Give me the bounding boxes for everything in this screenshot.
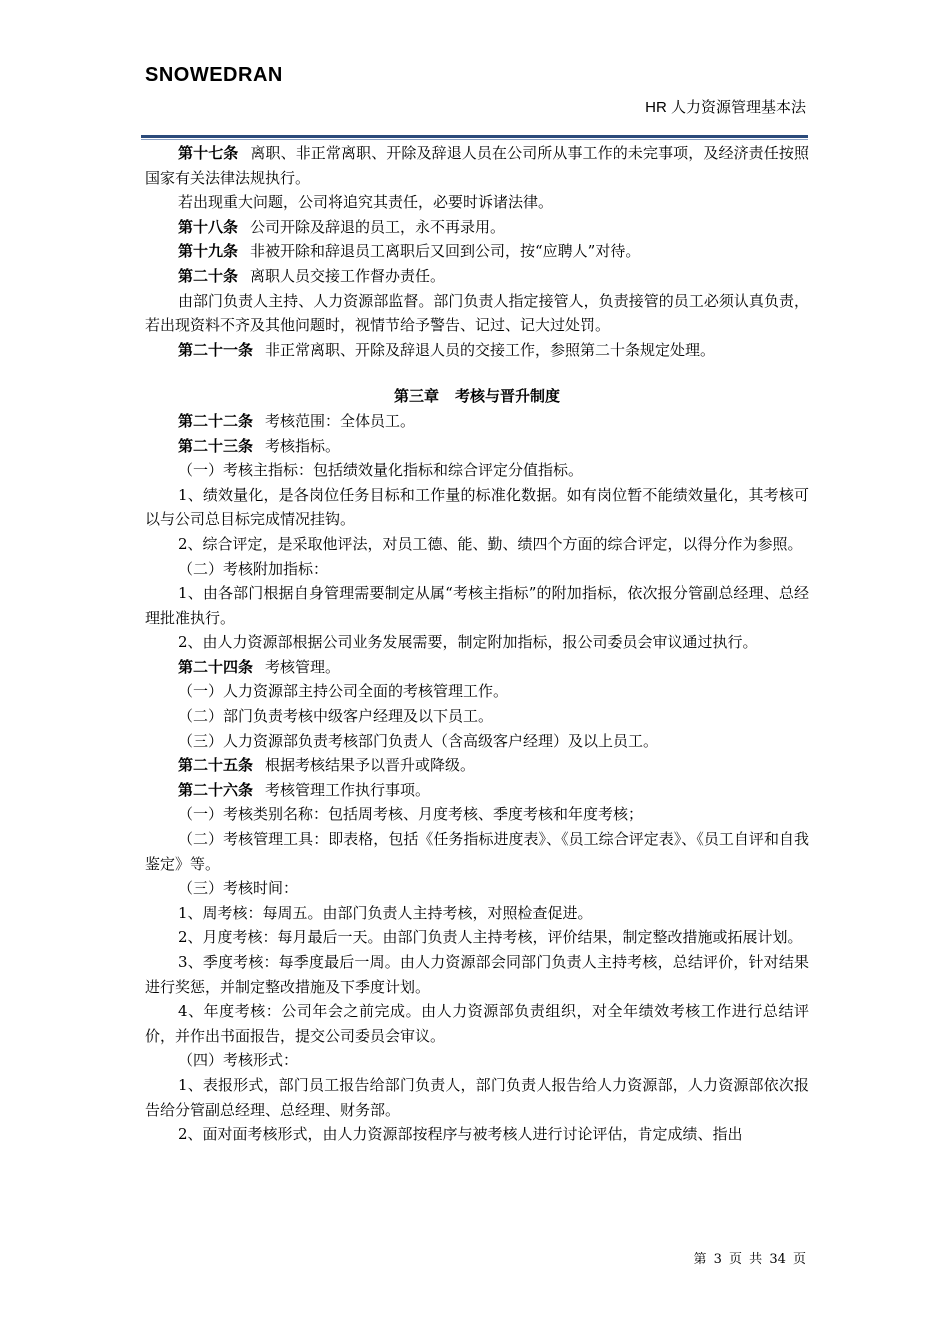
paragraph-text: 1、绩效量化，是各岗位任务目标和工作量的标准化数据。如有岗位暂不能绩效量化，其考核可以与公司总目标完成情况挂钩。 — [145, 485, 809, 529]
page-number-footer: 第 3 页 共 34 页 — [693, 1252, 806, 1267]
article-number: 第二十六条 — [178, 780, 254, 799]
paragraph-text: 考核管理工作执行事项。 — [265, 780, 431, 799]
paragraph-text: 由部门负责人主持、人力资源部监督。部门负责人指定接管人，负责接管的员工必须认真负责，若出现资料不齐及其他问题时，视情节给予警告、记过、记大过处罚。 — [145, 291, 809, 335]
paragraph — [145, 409, 809, 434]
paragraph — [145, 239, 809, 264]
paragraph-text: 1、周考核：每周五。由部门负责人主持考核，对照检查促进。 — [178, 903, 593, 922]
paragraph — [145, 141, 809, 190]
article-number: 第十九条 — [178, 242, 239, 261]
paragraph-text: 若出现重大问题，公司将追究其责任，必要时诉诸法律。 — [178, 193, 554, 212]
paragraph — [145, 778, 809, 803]
document-title: HR 人力资源管理基本法 — [645, 99, 806, 116]
paragraph — [145, 925, 809, 950]
paragraph — [145, 729, 809, 754]
paragraph — [145, 901, 809, 926]
paragraph — [145, 802, 809, 827]
paragraph-text: 考核管理。 — [265, 657, 341, 676]
paragraph — [145, 827, 809, 876]
chapter-number: 第三章 — [393, 387, 439, 406]
article-number: 第十七条 — [178, 144, 239, 162]
paragraph — [145, 289, 809, 338]
paragraph-text: 2、月度考核：每月最后一天。由部门负责人主持考核，评价结果，制定整改措施或拓展计划。 — [178, 928, 803, 947]
paragraph — [145, 557, 809, 582]
header-rule-thick — [141, 135, 808, 138]
paragraph — [145, 264, 809, 289]
paragraph-text: 2、综合评定，是采取他评法，对员工德、能、勤、绩四个方面的综合评定，以得分作为参照。 — [178, 534, 803, 553]
paragraph-text: 1、表报形式，部门员工报告给部门负责人，部门负责人报告给人力资源部，人力资源部依次报告给分管副总经理、总经理、财务部。 — [145, 1075, 809, 1119]
paragraph-text: 1、由各部门根据自身管理需要制定从属“考核主指标”的附加指标，依次报分管副总经理、总经理批准执行。 — [145, 584, 809, 627]
paragraph-text: （一）考核主指标：包括绩效量化指标和综合评定分值指标。 — [178, 461, 584, 480]
paragraph — [145, 1073, 809, 1122]
paragraph — [145, 434, 809, 459]
paragraph-text: 考核范围：全体员工。 — [265, 411, 416, 430]
paragraph-text: （三）人力资源部负责考核部门负责人（含高级客户经理）及以上员工。 — [178, 731, 659, 750]
section-departure-articles — [145, 141, 809, 362]
chapter-heading — [145, 384, 809, 409]
paragraph-text: 离职人员交接工作督办责任。 — [250, 266, 446, 285]
paragraph — [145, 655, 809, 680]
paragraph-text: 根据考核结果予以晋升或降级。 — [265, 756, 476, 775]
paragraph — [145, 1122, 809, 1147]
company-logo-text: SNOWEDRAN — [145, 64, 283, 86]
article-number: 第二十五条 — [178, 756, 254, 775]
paragraph-text: （一）人力资源部主持公司全面的考核管理工作。 — [178, 682, 509, 701]
paragraph-text: 非正常离职、开除及辞退人员的交接工作，参照第二十条规定处理。 — [265, 340, 716, 359]
paragraph — [145, 190, 809, 215]
paragraph — [145, 215, 809, 240]
paragraph — [145, 581, 809, 630]
paragraph-text: 3、季度考核：每季度最后一周。由人力资源部会同部门负责人主持考核，总结评价，针对结果进行奖惩，并制定整改措施及下季度计划。 — [145, 953, 809, 996]
paragraph — [145, 338, 809, 363]
paragraph-text: （二）考核附加指标： — [178, 559, 329, 578]
paragraph-text: 4、年度考核：公司年会之前完成。由人力资源部负责组织，对全年绩效考核工作进行总结评价，并作出书面报告，提交公司委员会审议。 — [145, 1002, 809, 1045]
paragraph-text: （三）考核时间： — [178, 879, 299, 898]
article-number: 第二十一条 — [178, 340, 254, 359]
paragraph — [145, 532, 809, 557]
chapter-title: 考核与晋升制度 — [455, 387, 561, 406]
page-body — [145, 141, 809, 1147]
paragraph-text: 2、面对面考核形式，由人力资源部按程序与被考核人进行讨论评估，肯定成绩、指出 — [178, 1125, 743, 1144]
paragraph-text: 离职、非正常离职、开除及辞退人员在公司所从事工作的未完事项，及经济责任按照国家有关法律法规执行。 — [145, 144, 809, 187]
article-number: 第二十三条 — [178, 436, 254, 455]
article-number: 第二十四条 — [178, 657, 254, 676]
paragraph — [145, 950, 809, 999]
header-rule-thin — [141, 139, 808, 140]
paragraph-text: （二）考核管理工具：即表格，包括《任务指标进度表》、《员工综合评定表》、《员工自评和自我鉴定》等。 — [145, 830, 809, 873]
paragraph — [145, 1048, 809, 1073]
paragraph — [145, 876, 809, 901]
paragraph — [145, 679, 809, 704]
paragraph — [145, 999, 809, 1048]
article-number: 第二十二条 — [178, 411, 254, 430]
paragraph-text: 考核指标。 — [265, 436, 341, 455]
paragraph-text: （四）考核形式： — [178, 1051, 299, 1070]
paragraph-text: 2、由人力资源部根据公司业务发展需要，制定附加指标，报公司委员会审议通过执行。 — [178, 633, 758, 652]
paragraph — [145, 753, 809, 778]
paragraph-text: （二）部门负责考核中级客户经理及以下员工。 — [178, 707, 494, 726]
paragraph — [145, 704, 809, 729]
article-number: 第二十条 — [178, 266, 239, 285]
paragraph — [145, 458, 809, 483]
paragraph — [145, 630, 809, 655]
paragraph-text: 非被开除和辞退员工离职后又回到公司，按“应聘人”对待。 — [250, 242, 641, 261]
paragraph-text: （一）考核类别名称：包括周考核、月度考核、季度考核和年度考核； — [178, 805, 644, 824]
paragraph — [145, 483, 809, 532]
section-assessment-articles — [145, 409, 809, 1147]
paragraph-text: 公司开除及辞退的员工，永不再录用。 — [250, 217, 506, 236]
article-number: 第十八条 — [178, 217, 239, 236]
